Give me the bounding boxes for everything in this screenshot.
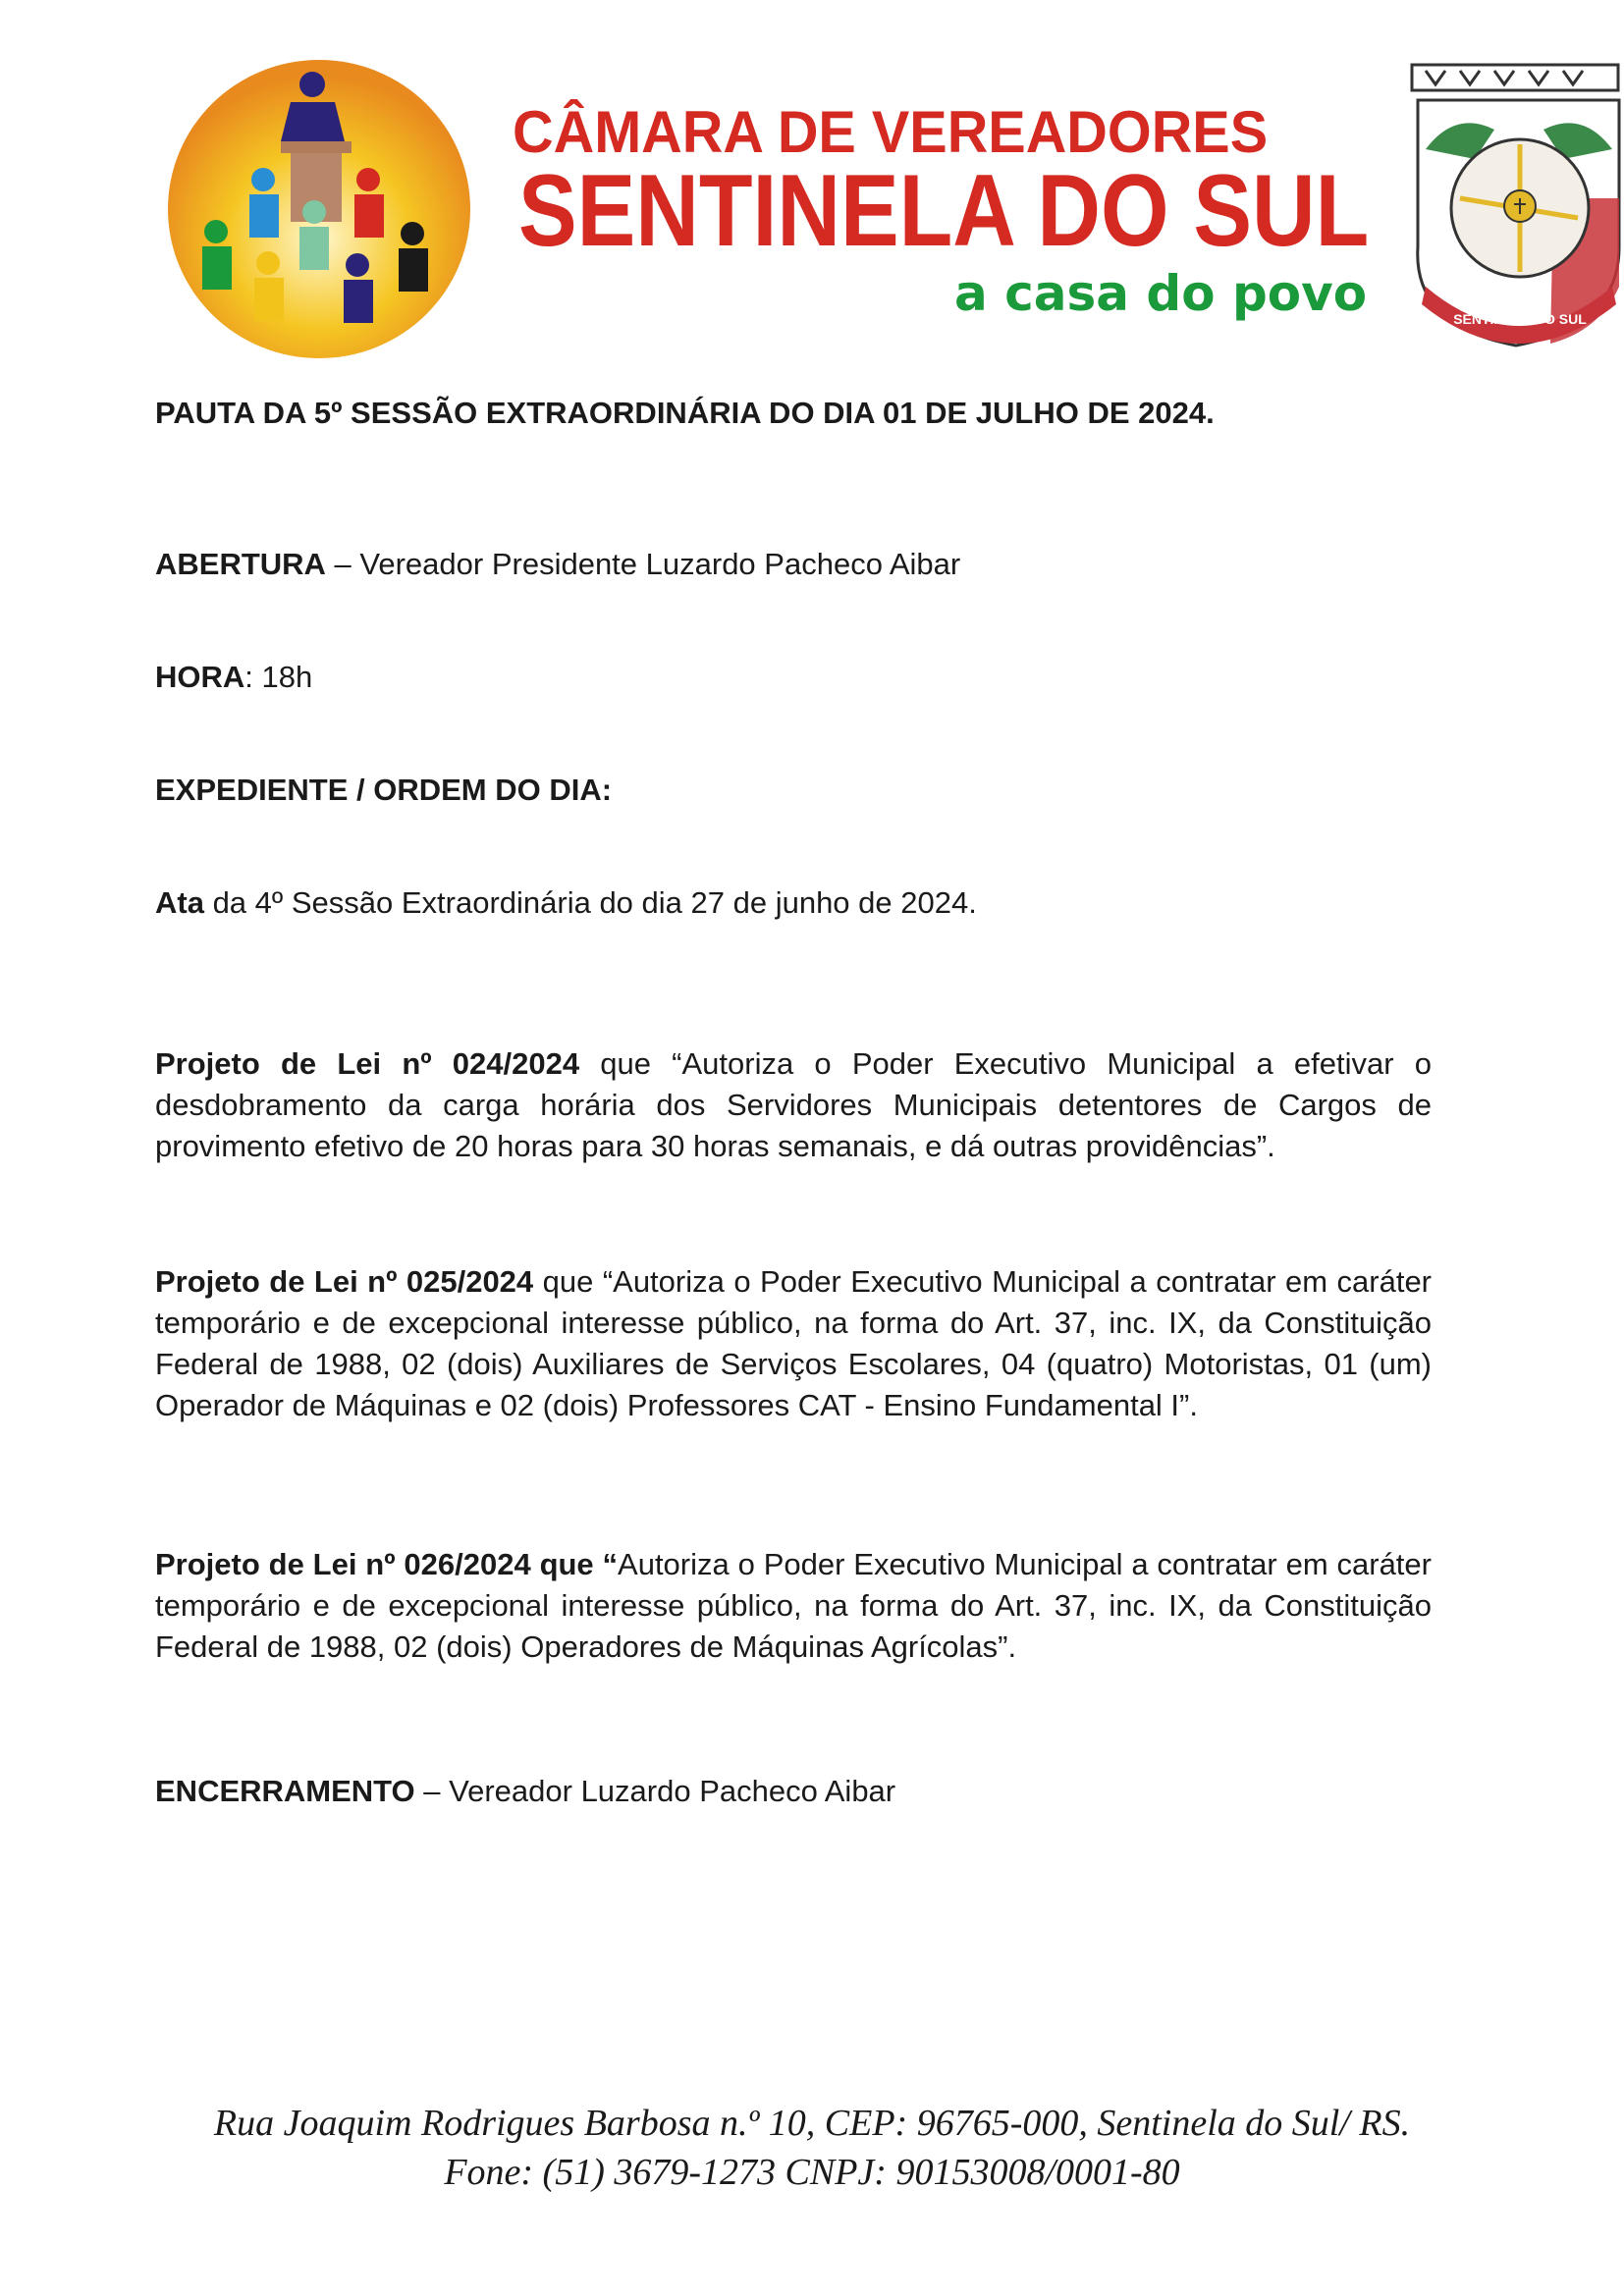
footer-contact: Fone: (51) 3679-1273 CNPJ: 90153008/0001-80 xyxy=(444,2152,1180,2193)
agenda-item xyxy=(155,1261,1432,1426)
ata-label: Ata xyxy=(155,885,204,920)
hora xyxy=(155,657,1432,698)
logo-tagline: a casa do povo xyxy=(954,265,1368,322)
encerramento xyxy=(155,1771,1432,1812)
coat-of-arms-label: SENTINELA DO SUL xyxy=(1453,311,1587,327)
agenda-item-label: Projeto de Lei nº 024/2024 xyxy=(155,1046,580,1081)
agenda-item-label: Projeto de Lei nº 026/2024 que “ xyxy=(155,1547,619,1581)
hora-text: : 18h xyxy=(244,660,313,694)
abertura xyxy=(155,544,1432,585)
expediente-heading: EXPEDIENTE / ORDEM DO DIA: xyxy=(155,773,613,807)
agenda-item-text: que “Autoriza o Poder Executivo Municipal a efetivar o desdobramento da carga horária dos Servidores Municipais detentores de Cargos de provimento efetivo de 20 horas para 30 horas semanais, e dá outras providências”. xyxy=(155,1046,1433,1163)
logo-title-line2: SENTINELA DO SUL xyxy=(518,154,1370,268)
encerramento-text: – Vereador Luzardo Pacheco Aibar xyxy=(414,1774,896,1808)
coat-of-arms xyxy=(1406,61,1624,355)
footer-address: Rua Joaquim Rodrigues Barbosa n.º 10, CEP: 96765-000, Sentinela do Sul/ RS. xyxy=(213,2103,1411,2144)
ata xyxy=(155,882,1432,924)
logo-title-line1: CÂMARA DE VEREADORES xyxy=(513,99,1269,165)
abertura-label: ABERTURA xyxy=(155,547,326,581)
document-title: PAUTA DA 5º SESSÃO EXTRAORDINÁRIA DO DIA 01 DE JULHO DE 2024. xyxy=(155,396,1215,430)
abertura-text: – Vereador Presidente Luzardo Pacheco Aibar xyxy=(325,547,961,581)
hora-label: HORA xyxy=(155,660,245,694)
ata-text: da 4º Sessão Extraordinária do dia 27 de junho de 2024. xyxy=(203,885,977,920)
encerramento-label: ENCERRAMENTO xyxy=(155,1774,415,1808)
agenda-item-text: que “Autoriza o Poder Executivo Municipal a contratar em caráter temporário e de excepcional interesse público, na forma do Art. 37, inc. IX, da Constituição Federal de 1988, 02 (dois) Auxiliares de Serviços Escolares, 04 (quatro) Motoristas, 01 (um) Operador de Máquinas e 02 (dois) Professores CAT - Ensino Fundamental I”. xyxy=(155,1264,1433,1422)
agenda-item xyxy=(155,1544,1432,1668)
camara-logo xyxy=(165,57,477,361)
agenda-item xyxy=(155,1043,1432,1167)
agenda-item-label: Projeto de Lei nº 025/2024 xyxy=(155,1264,534,1299)
agenda-item-text: Autoriza o Poder Executivo Municipal a contratar em caráter temporário e de excepcional interesse público, na forma do Art. 37, inc. IX, da Constituição Federal de 1988, 02 (dois) Operadores de Máquinas Agrícolas”. xyxy=(155,1547,1432,1664)
